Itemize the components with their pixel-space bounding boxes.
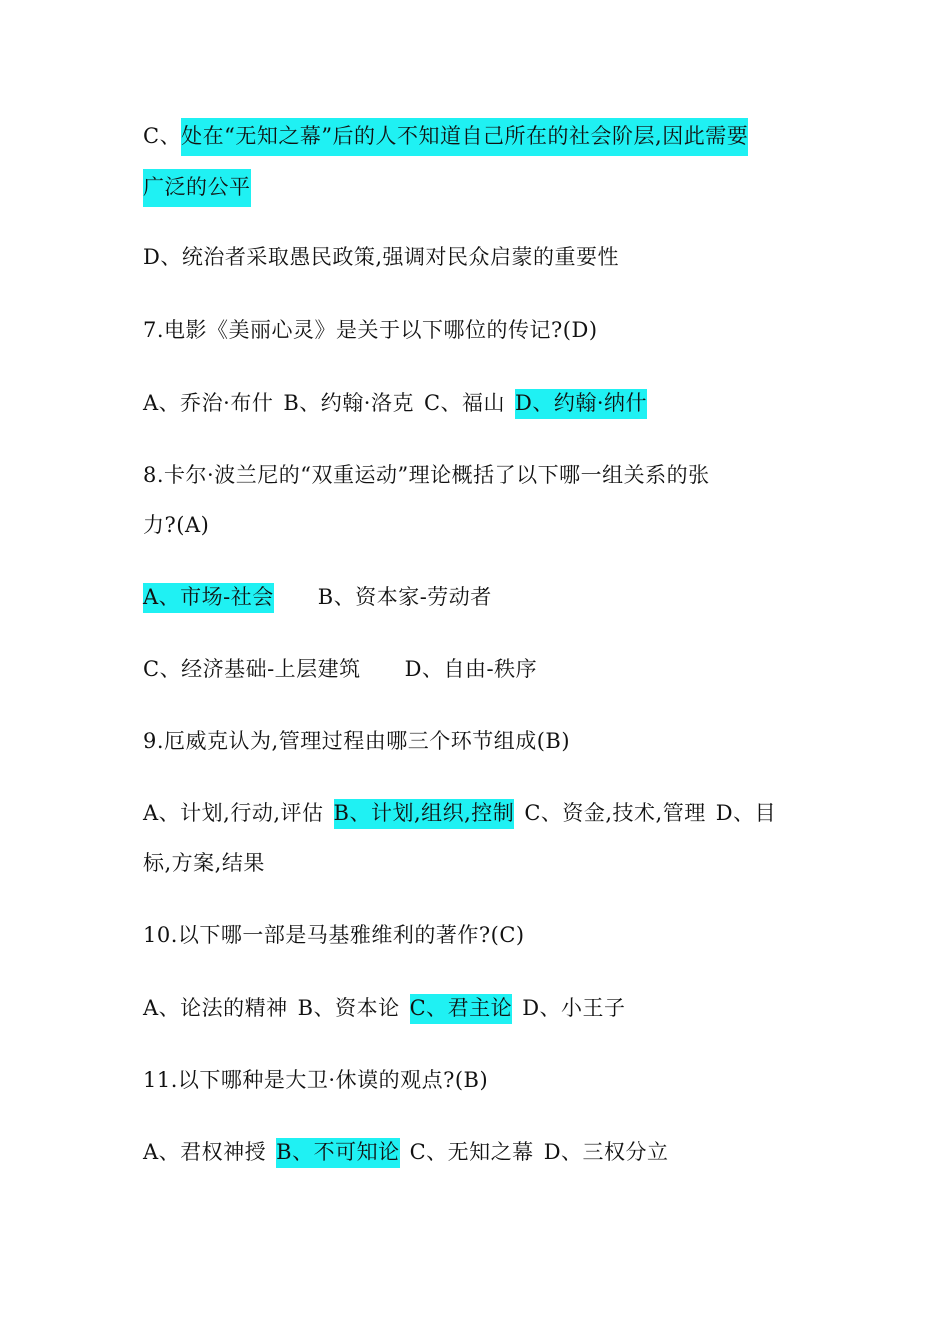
q11-option-b-highlight: B、不可知论 [276,1138,399,1168]
q6-option-c-line2 [143,172,823,202]
q7-option-a: A、乔治·布什 [143,391,274,415]
q10-option-b: B、资本论 [297,996,400,1020]
q8-options-row2 [143,654,823,684]
q6-option-c-line1 [143,121,823,151]
q7-question: 7.电影《美丽心灵》是关于以下哪位的传记?(D) [143,318,598,342]
q10-option-c-highlight: C、君主论 [410,994,513,1024]
q10-option-d: D、小王子 [522,996,626,1020]
q9-options-line1 [143,798,823,828]
q9-question: 9.厄威克认为,管理过程由哪三个环节组成(B) [143,729,571,753]
q9-options-line2: 标,方案,结果 [143,851,265,875]
q6-option-d: D、统治者采取愚民政策,强调对民众启蒙的重要性 [143,245,620,269]
q7-option-d-highlight: D、约翰·纳什 [515,389,647,419]
q6-option-c-prefix: C、 [143,124,182,148]
q8-option-d: D、自由-秩序 [404,657,538,681]
q8-question-line1: 8.卡尔·波兰尼的“双重运动”理论概括了以下哪一组关系的张 [143,463,710,487]
q8-option-c: C、经济基础-上层建筑 [143,657,361,681]
q9-option-c: C、资金,技术,管理 [524,801,706,825]
q6-option-c-highlight-cont: 广泛的公平 [143,169,251,207]
q8-question-line2: 力?(A) [143,513,210,537]
q11-option-c: C、无知之幕 [409,1140,534,1164]
q11-option-d: D、三权分立 [543,1140,669,1164]
q9-option-a: A、计划,行动,评估 [143,801,324,825]
q9-option-d-start: D、目 [715,801,777,825]
q8-option-a-highlight: A、市场-社会 [143,583,274,613]
q11-options [143,1137,823,1167]
q7-options [143,388,823,418]
q8-options-row1 [143,582,823,612]
q7-option-b: B、约翰·洛克 [283,391,414,415]
q11-question: 11.以下哪种是大卫·休谟的观点?(B) [143,1068,489,1092]
q10-question: 10.以下哪一部是马基雅维利的著作?(C) [143,923,525,947]
q9-option-b-highlight: B、计划,组织,控制 [334,799,515,829]
q10-options [143,993,823,1023]
q6-option-c-highlight: 处在“无知之幕”后的人不知道自己所在的社会阶层,因此需要 [181,118,748,156]
q11-option-a: A、君权神授 [143,1140,267,1164]
q8-option-b: B、资本家-劳动者 [317,585,492,609]
q10-option-a: A、论法的精神 [143,996,288,1020]
q7-option-c: C、福山 [423,391,506,415]
